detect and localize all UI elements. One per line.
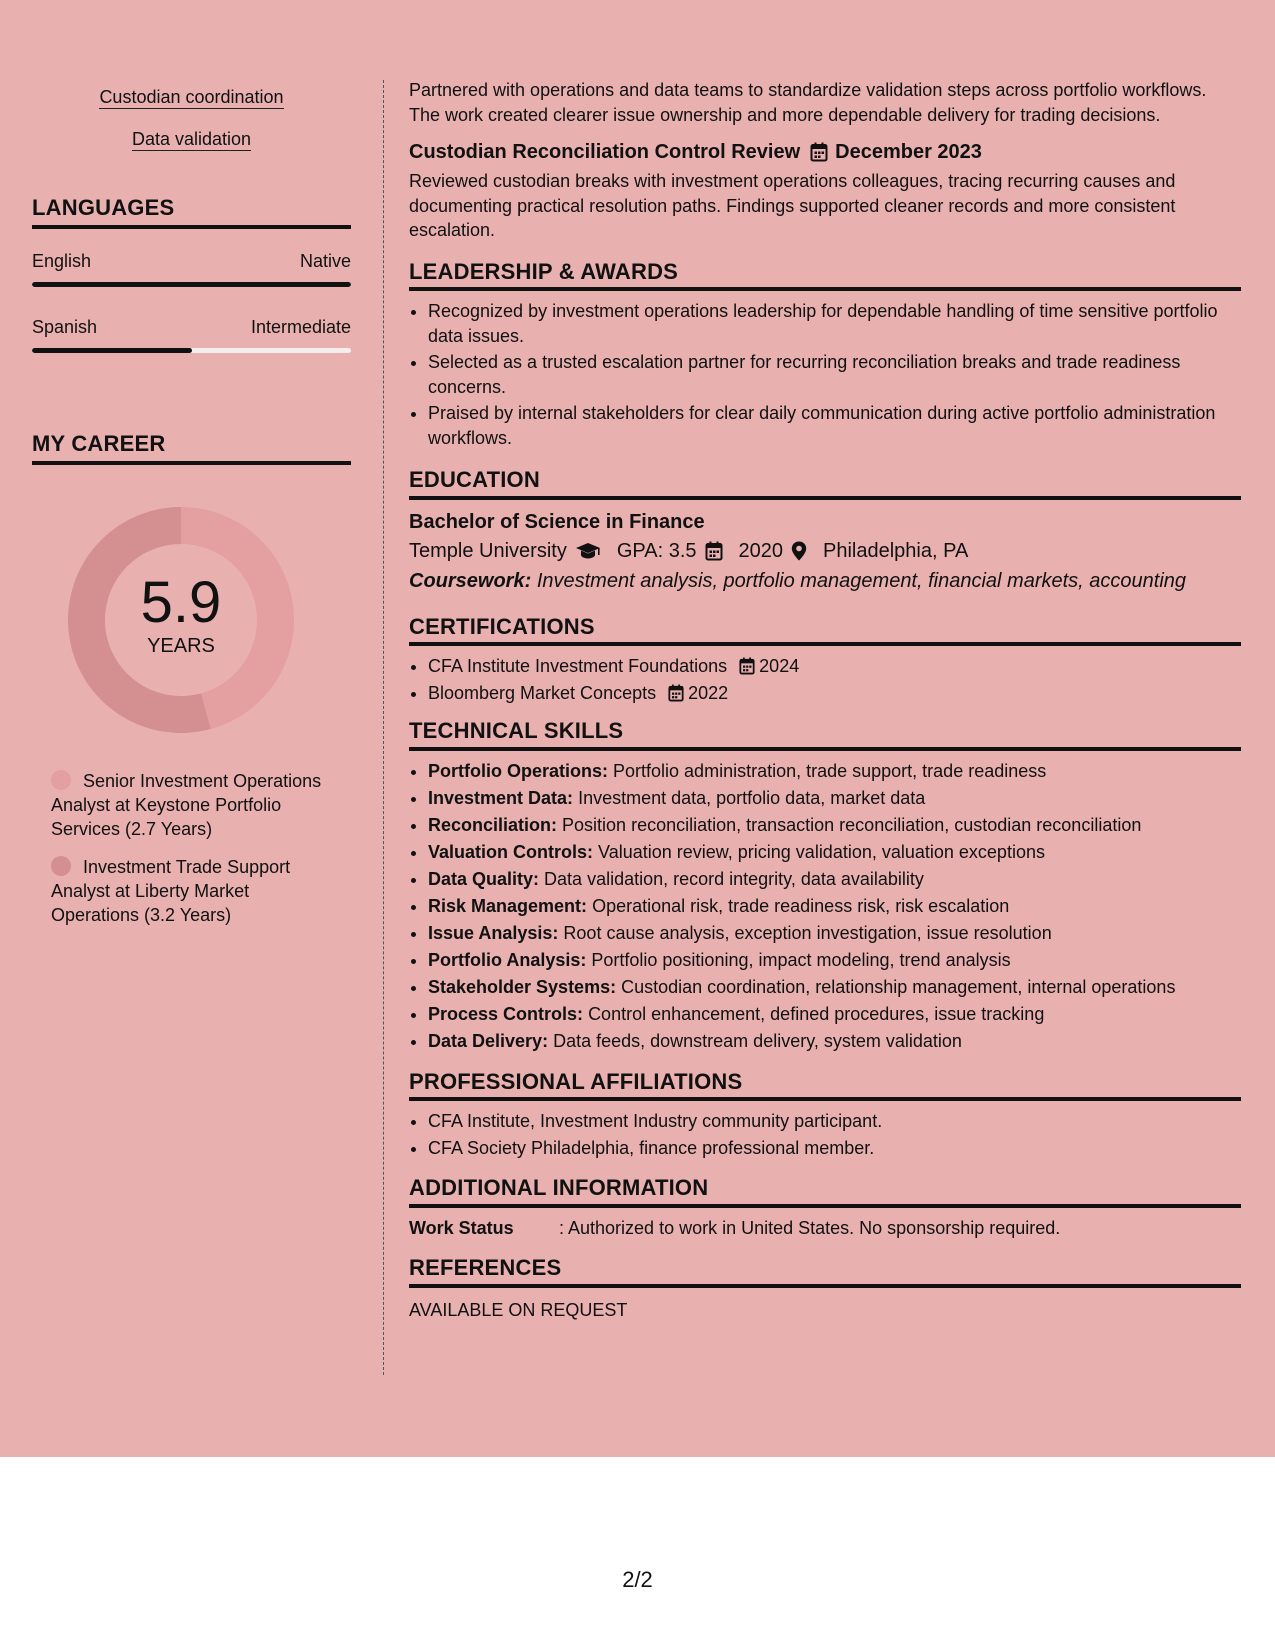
skill-item [428, 894, 1241, 919]
language-bar-fill [32, 348, 192, 353]
skill-value: Investment data, portfolio data, market data [578, 787, 926, 808]
calendar-icon [668, 684, 684, 702]
certification-name: • Bloomberg Market Concepts [428, 682, 657, 703]
career-total-years: 5.9 [140, 569, 222, 635]
project-date: December 2023 [835, 141, 982, 163]
leadership-item: • Praised by internal stakeholders for clear daily communication during active portfolio administration workflows. [428, 401, 1241, 450]
skill-item [428, 948, 1241, 973]
career-heading: MY CAREER [32, 431, 351, 465]
skill-value: Control enhancement, defined procedures, issue tracking [588, 1003, 1045, 1024]
leadership-heading: LEADERSHIP & AWARDS [409, 260, 1241, 292]
references-text: AVAILABLE ON REQUEST [409, 1299, 628, 1320]
coursework-label: Coursework: [409, 569, 532, 592]
education-meta [409, 536, 1241, 566]
education-school: Temple University [409, 539, 567, 562]
career-legend-text: Senior Investment Operations Analyst at Keystone Portfolio Services (2.7 Years) [51, 771, 322, 839]
main-content [409, 78, 1241, 1322]
affiliations-list [409, 1109, 1241, 1160]
calendar-icon [705, 541, 723, 561]
education-degree: Bachelor of Science in Finance [409, 510, 705, 533]
skill-value: Data feeds, downstream delivery, system validation [553, 1030, 962, 1051]
career-years-unit: YEARS [147, 634, 215, 657]
legend-dot-icon [51, 770, 71, 790]
certification-item [428, 654, 1241, 679]
project-description: Reviewed custodian breaks with investment operations colleagues, tracing recurring causes and documenting practical resolution paths. Findings supported cleaner records and more consistent escalation. [409, 171, 1176, 240]
skill-label: Data Delivery: [428, 1030, 549, 1051]
skill-label: Valuation Controls: [428, 841, 594, 862]
certification-item [428, 681, 1241, 706]
skill-label: Data Quality: [428, 868, 540, 889]
skill-tag: Custodian coordination [99, 87, 284, 107]
skill-label: Portfolio Operations: [428, 760, 608, 781]
leadership-list [409, 299, 1241, 450]
career-legend-text: Investment Trade Support Analyst at Liberty Market Operations (3.2 Years) [51, 857, 291, 925]
certification-year: 2022 [688, 682, 729, 703]
leadership-item: • Recognized by investment operations leadership for dependable handling of time sensitive portfolio data issues. [428, 299, 1241, 348]
skill-item [428, 921, 1241, 946]
certifications-list [409, 654, 1241, 705]
language-english [32, 251, 351, 287]
skill-tag: Data validation [131, 129, 252, 149]
education-year: 2020 [738, 539, 783, 562]
certification-name: • CFA Institute Investment Foundations [428, 656, 728, 676]
location-pin-icon [791, 541, 807, 561]
skill-item [428, 813, 1241, 838]
skill-value: Root cause analysis, exception investigation, issue resolution [563, 922, 1052, 943]
skill-value: Portfolio positioning, impact modeling, trend analysis [591, 949, 1011, 970]
skill-item [428, 1002, 1241, 1027]
education-coursework [409, 566, 1241, 596]
graduation-cap-icon [575, 542, 601, 560]
skill-label: Stakeholder Systems: [428, 976, 617, 997]
affiliations-heading: PROFESSIONAL AFFILIATIONS [409, 1070, 1241, 1102]
work-status-row [409, 1216, 1241, 1241]
career-legend [32, 769, 351, 927]
technical-skills-heading: TECHNICAL SKILLS [409, 719, 1241, 751]
languages-heading: LANGUAGES [32, 195, 351, 229]
skill-label: Portfolio Analysis: [428, 949, 587, 970]
education-heading: EDUCATION [409, 468, 1241, 500]
project-title: Custodian Reconciliation Control Review [409, 141, 801, 163]
calendar-icon [739, 657, 755, 675]
language-bar [32, 282, 351, 287]
skill-label: Investment Data: [428, 787, 574, 808]
skill-item [428, 1029, 1241, 1054]
career-legend-item [51, 769, 323, 841]
certification-year: 2024 [759, 656, 800, 676]
skill-item [428, 975, 1241, 1000]
page-number: 2/2 [622, 1567, 653, 1592]
language-name: Spanish [32, 317, 98, 337]
language-bar [32, 348, 351, 353]
work-status-label: Work Status [409, 1217, 514, 1238]
skill-value: Position reconciliation, transaction reconciliation, custodian reconciliation [562, 814, 1142, 835]
language-level: Native [299, 251, 351, 271]
education-location: Philadelphia, PA [823, 539, 969, 562]
education-gpa: GPA: 3.5 [616, 539, 697, 562]
career-donut-chart [66, 505, 296, 735]
technical-skills-list [409, 759, 1241, 1054]
skill-item [428, 759, 1241, 784]
language-bar-fill [32, 282, 351, 287]
affiliation-item: • CFA Institute, Investment Industry community participant. [428, 1109, 1241, 1134]
affiliation-item: • CFA Society Philadelphia, finance professional member. [428, 1136, 1241, 1161]
work-status-value: : Authorized to work in United States. No sponsorship required. [559, 1217, 1061, 1238]
column-divider [383, 80, 384, 1375]
skill-label: Process Controls: [428, 1003, 584, 1024]
sidebar [32, 86, 351, 941]
skill-item [428, 786, 1241, 811]
skill-item [428, 840, 1241, 865]
additional-info-heading: ADDITIONAL INFORMATION [409, 1176, 1241, 1208]
language-level: Intermediate [250, 317, 351, 337]
leadership-item: • Selected as a trusted escalation partner for recurring reconciliation breaks and trade readiness concerns. [428, 350, 1241, 399]
skill-label: Issue Analysis: [428, 922, 559, 943]
career-legend-item [51, 855, 323, 927]
skill-label: Reconciliation: [428, 814, 558, 835]
skill-value: Operational risk, trade readiness risk, risk escalation [592, 895, 1010, 916]
project-title-row [409, 139, 1241, 165]
skill-value: Valuation review, pricing validation, valuation exceptions [598, 841, 1045, 862]
skill-value: Data validation, record integrity, data availability [544, 868, 924, 889]
language-spanish [32, 317, 351, 353]
skill-value: Portfolio administration, trade support, trade readiness [613, 760, 1047, 781]
language-name: English [32, 251, 92, 271]
legend-dot-icon [51, 856, 71, 876]
skill-value: Custodian coordination, relationship management, internal operations [621, 976, 1176, 997]
calendar-icon [810, 142, 828, 162]
references-heading: REFERENCES [409, 1256, 1241, 1288]
certifications-heading: CERTIFICATIONS [409, 615, 1241, 647]
skill-label: Risk Management: [428, 895, 588, 916]
skill-item [428, 867, 1241, 892]
coursework-text: Investment analysis, portfolio management, financial markets, accounting [536, 569, 1187, 592]
experience-summary: Partnered with operations and data teams to standardize validation steps across portfolio workflows. The work created clearer issue ownership and more dependable delivery for trading decisions. [409, 80, 1207, 125]
